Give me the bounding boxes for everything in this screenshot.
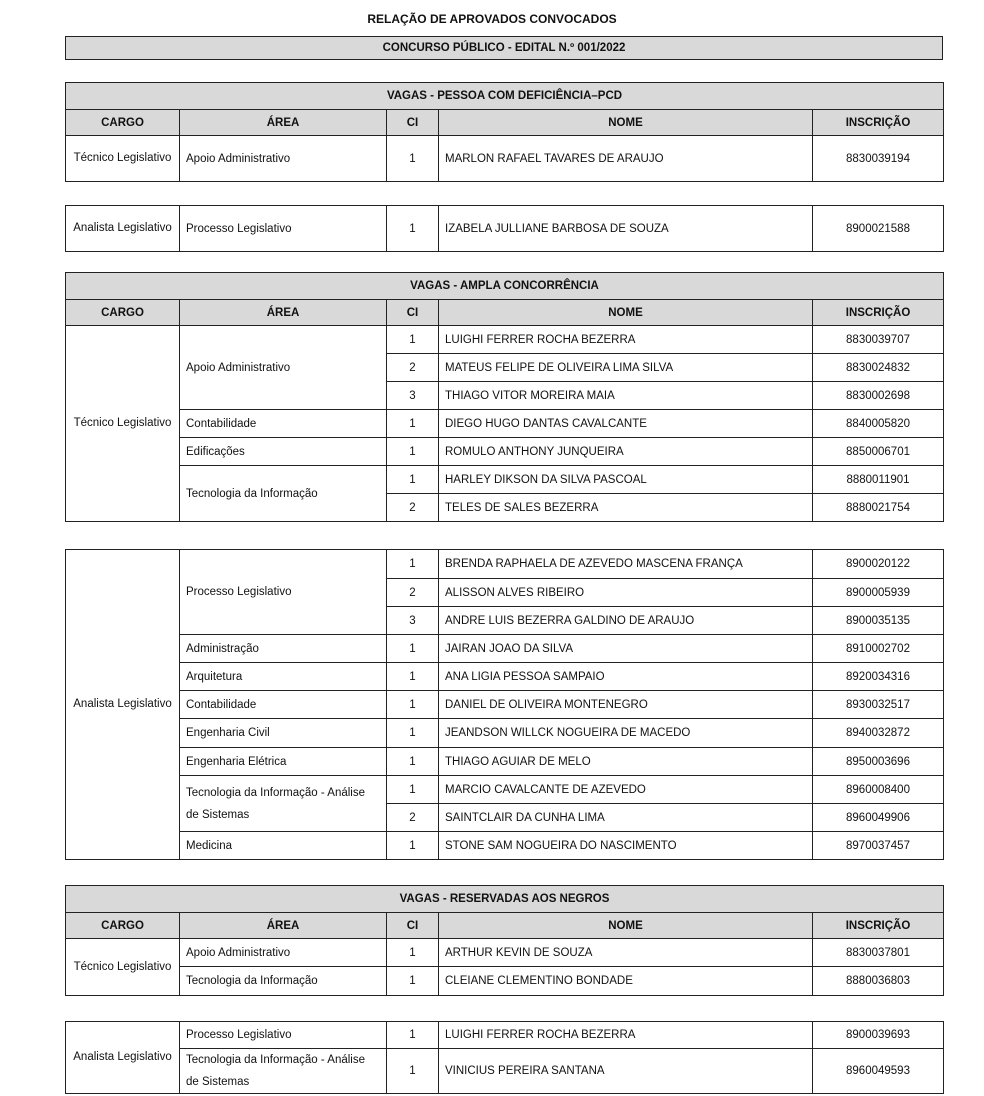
- document-title: RELAÇÃO DE APROVADOS CONVOCADOS: [367, 12, 617, 26]
- ci-cell: 1: [387, 832, 439, 860]
- area-cell: Engenharia Civil: [180, 719, 387, 748]
- ci-cell: 1: [387, 663, 439, 691]
- inscricao-cell: 8880021754: [813, 494, 944, 522]
- inscricao-cell: 8830024832: [813, 354, 944, 382]
- ampla-analista-table: [65, 549, 944, 860]
- area-cell: Engenharia Elétrica: [180, 748, 387, 776]
- table-row: [66, 326, 944, 354]
- ci-cell: 3: [387, 382, 439, 410]
- inscricao-cell: 8930032517: [813, 691, 944, 719]
- col-header-inscricao: INSCRIÇÃO: [813, 913, 944, 939]
- ci-cell: 1: [387, 136, 439, 182]
- negros-tecnico-table: [65, 885, 944, 996]
- area-cell: Tecnologia da Informação: [180, 967, 387, 996]
- inscricao-cell: 8840005820: [813, 410, 944, 438]
- area-cell: Administração: [180, 635, 387, 663]
- negros-analista-table: [65, 1021, 944, 1094]
- edital-header: CONCURSO PÚBLICO - EDITAL N.º 001/2022: [65, 36, 943, 60]
- nome-cell: MATEUS FELIPE DE OLIVEIRA LIMA SILVA: [439, 354, 813, 382]
- col-header-ci: CI: [387, 300, 439, 326]
- ci-cell: 1: [387, 967, 439, 996]
- inscricao-cell: 8830002698: [813, 382, 944, 410]
- table-row: [66, 206, 944, 252]
- table-row: [66, 438, 944, 466]
- col-header-nome: NOME: [439, 110, 813, 136]
- nome-cell: ALISSON ALVES RIBEIRO: [439, 579, 813, 607]
- nome-cell: JAIRAN JOAO DA SILVA: [439, 635, 813, 663]
- table-row: [66, 939, 944, 967]
- area-cell: Processo Legislativo: [180, 550, 387, 635]
- col-header-ci: CI: [387, 110, 439, 136]
- inscricao-cell: 8910002702: [813, 635, 944, 663]
- nome-cell: THIAGO AGUIAR DE MELO: [439, 748, 813, 776]
- nome-cell: DIEGO HUGO DANTAS CAVALCANTE: [439, 410, 813, 438]
- nome-cell: SAINTCLAIR DA CUNHA LIMA: [439, 804, 813, 832]
- section-title-ampla: VAGAS - AMPLA CONCORRÊNCIA: [66, 273, 944, 300]
- pcd-tecnico-table: [65, 82, 944, 182]
- ci-cell: 1: [387, 438, 439, 466]
- nome-cell: IZABELA JULLIANE BARBOSA DE SOUZA: [439, 206, 813, 252]
- table-row: [66, 1049, 944, 1094]
- area-cell: Apoio Administrativo: [180, 136, 387, 182]
- nome-cell: MARLON RAFAEL TAVARES DE ARAUJO: [439, 136, 813, 182]
- ci-cell: 1: [387, 1022, 439, 1049]
- area-cell: Contabilidade: [180, 410, 387, 438]
- section-title-pcd: VAGAS - PESSOA COM DEFICIÊNCIA–PCD: [66, 83, 944, 110]
- inscricao-cell: 8920034316: [813, 663, 944, 691]
- table-row: [66, 410, 944, 438]
- ci-cell: 1: [387, 550, 439, 579]
- section-title-negros: VAGAS - RESERVADAS AOS NEGROS: [66, 886, 944, 913]
- nome-cell: ANA LIGIA PESSOA SAMPAIO: [439, 663, 813, 691]
- nome-cell: CLEIANE CLEMENTINO BONDADE: [439, 967, 813, 996]
- ampla-tecnico-table: [65, 272, 944, 522]
- cargo-cell: Técnico Legislativo: [66, 939, 180, 996]
- inscricao-cell: 8960008400: [813, 776, 944, 804]
- table-row: [66, 967, 944, 996]
- inscricao-cell: 8880011901: [813, 466, 944, 494]
- nome-cell: TELES DE SALES BEZERRA: [439, 494, 813, 522]
- table-row: [66, 550, 944, 579]
- inscricao-cell: 8900021588: [813, 206, 944, 252]
- area-cell: Tecnologia da Informação - Análise de Sistemas: [180, 1049, 387, 1094]
- ci-cell: 1: [387, 466, 439, 494]
- nome-cell: LUIGHI FERRER ROCHA BEZERRA: [439, 326, 813, 354]
- table-row: [66, 663, 944, 691]
- ci-cell: 1: [387, 410, 439, 438]
- inscricao-cell: 8950003696: [813, 748, 944, 776]
- nome-cell: HARLEY DIKSON DA SILVA PASCOAL: [439, 466, 813, 494]
- ci-cell: 2: [387, 354, 439, 382]
- ci-cell: 2: [387, 804, 439, 832]
- ci-cell: 1: [387, 691, 439, 719]
- nome-cell: THIAGO VITOR MOREIRA MAIA: [439, 382, 813, 410]
- col-header-cargo: CARGO: [66, 300, 180, 326]
- nome-cell: LUIGHI FERRER ROCHA BEZERRA: [439, 1022, 813, 1049]
- nome-cell: JEANDSON WILLCK NOGUEIRA DE MACEDO: [439, 719, 813, 748]
- col-header-area: ÁREA: [180, 913, 387, 939]
- col-header-nome: NOME: [439, 300, 813, 326]
- area-cell: Medicina: [180, 832, 387, 860]
- col-header-nome: NOME: [439, 913, 813, 939]
- ci-cell: 3: [387, 607, 439, 635]
- inscricao-cell: 8850006701: [813, 438, 944, 466]
- nome-cell: BRENDA RAPHAELA DE AZEVEDO MASCENA FRANÇA: [439, 550, 813, 579]
- col-header-inscricao: INSCRIÇÃO: [813, 110, 944, 136]
- inscricao-cell: 8940032872: [813, 719, 944, 748]
- nome-cell: ARTHUR KEVIN DE SOUZA: [439, 939, 813, 967]
- area-cell: Processo Legislativo: [180, 1022, 387, 1049]
- inscricao-cell: 8830039707: [813, 326, 944, 354]
- area-cell: Apoio Administrativo: [180, 939, 387, 967]
- col-header-inscricao: INSCRIÇÃO: [813, 300, 944, 326]
- inscricao-cell: 8830037801: [813, 939, 944, 967]
- nome-cell: ANDRE LUIS BEZERRA GALDINO DE ARAUJO: [439, 607, 813, 635]
- cargo-cell: Analista Legislativo: [66, 206, 180, 252]
- area-cell: Apoio Administrativo: [180, 326, 387, 410]
- table-row: [66, 136, 944, 182]
- area-cell: Processo Legislativo: [180, 206, 387, 252]
- col-header-cargo: CARGO: [66, 913, 180, 939]
- ci-cell: 1: [387, 719, 439, 748]
- inscricao-cell: 8880036803: [813, 967, 944, 996]
- area-cell: Contabilidade: [180, 691, 387, 719]
- table-row: [66, 466, 944, 494]
- col-header-area: ÁREA: [180, 300, 387, 326]
- inscricao-cell: 8960049593: [813, 1049, 944, 1094]
- table-row: [66, 691, 944, 719]
- cargo-cell: Técnico Legislativo: [66, 326, 180, 522]
- table-row: [66, 776, 944, 804]
- nome-cell: VINICIUS PEREIRA SANTANA: [439, 1049, 813, 1094]
- ci-cell: 1: [387, 635, 439, 663]
- ci-cell: 1: [387, 206, 439, 252]
- table-row: [66, 719, 944, 748]
- cargo-cell: Técnico Legislativo: [66, 136, 180, 182]
- cargo-cell: Analista Legislativo: [66, 550, 180, 860]
- cargo-cell: Analista Legislativo: [66, 1022, 180, 1094]
- ci-cell: 1: [387, 748, 439, 776]
- ci-cell: 1: [387, 1049, 439, 1094]
- inscricao-cell: 8900035135: [813, 607, 944, 635]
- ci-cell: 2: [387, 579, 439, 607]
- inscricao-cell: 8900020122: [813, 550, 944, 579]
- ci-cell: 1: [387, 326, 439, 354]
- table-row: [66, 635, 944, 663]
- inscricao-cell: 8960049906: [813, 804, 944, 832]
- table-row: [66, 748, 944, 776]
- table-row: [66, 832, 944, 860]
- nome-cell: ROMULO ANTHONY JUNQUEIRA: [439, 438, 813, 466]
- inscricao-cell: 8900039693: [813, 1022, 944, 1049]
- area-cell: Edificações: [180, 438, 387, 466]
- nome-cell: STONE SAM NOGUEIRA DO NASCIMENTO: [439, 832, 813, 860]
- inscricao-cell: 8830039194: [813, 136, 944, 182]
- col-header-area: ÁREA: [180, 110, 387, 136]
- ci-cell: 2: [387, 494, 439, 522]
- nome-cell: DANIEL DE OLIVEIRA MONTENEGRO: [439, 691, 813, 719]
- col-header-ci: CI: [387, 913, 439, 939]
- table-row: [66, 1022, 944, 1049]
- inscricao-cell: 8900005939: [813, 579, 944, 607]
- col-header-cargo: CARGO: [66, 110, 180, 136]
- area-cell: Tecnologia da Informação - Análise de Sistemas: [180, 776, 387, 832]
- area-cell: Tecnologia da Informação: [180, 466, 387, 522]
- ci-cell: 1: [387, 939, 439, 967]
- pcd-analista-table: [65, 205, 944, 252]
- nome-cell: MARCIO CAVALCANTE DE AZEVEDO: [439, 776, 813, 804]
- ci-cell: 1: [387, 776, 439, 804]
- inscricao-cell: 8970037457: [813, 832, 944, 860]
- area-cell: Arquitetura: [180, 663, 387, 691]
